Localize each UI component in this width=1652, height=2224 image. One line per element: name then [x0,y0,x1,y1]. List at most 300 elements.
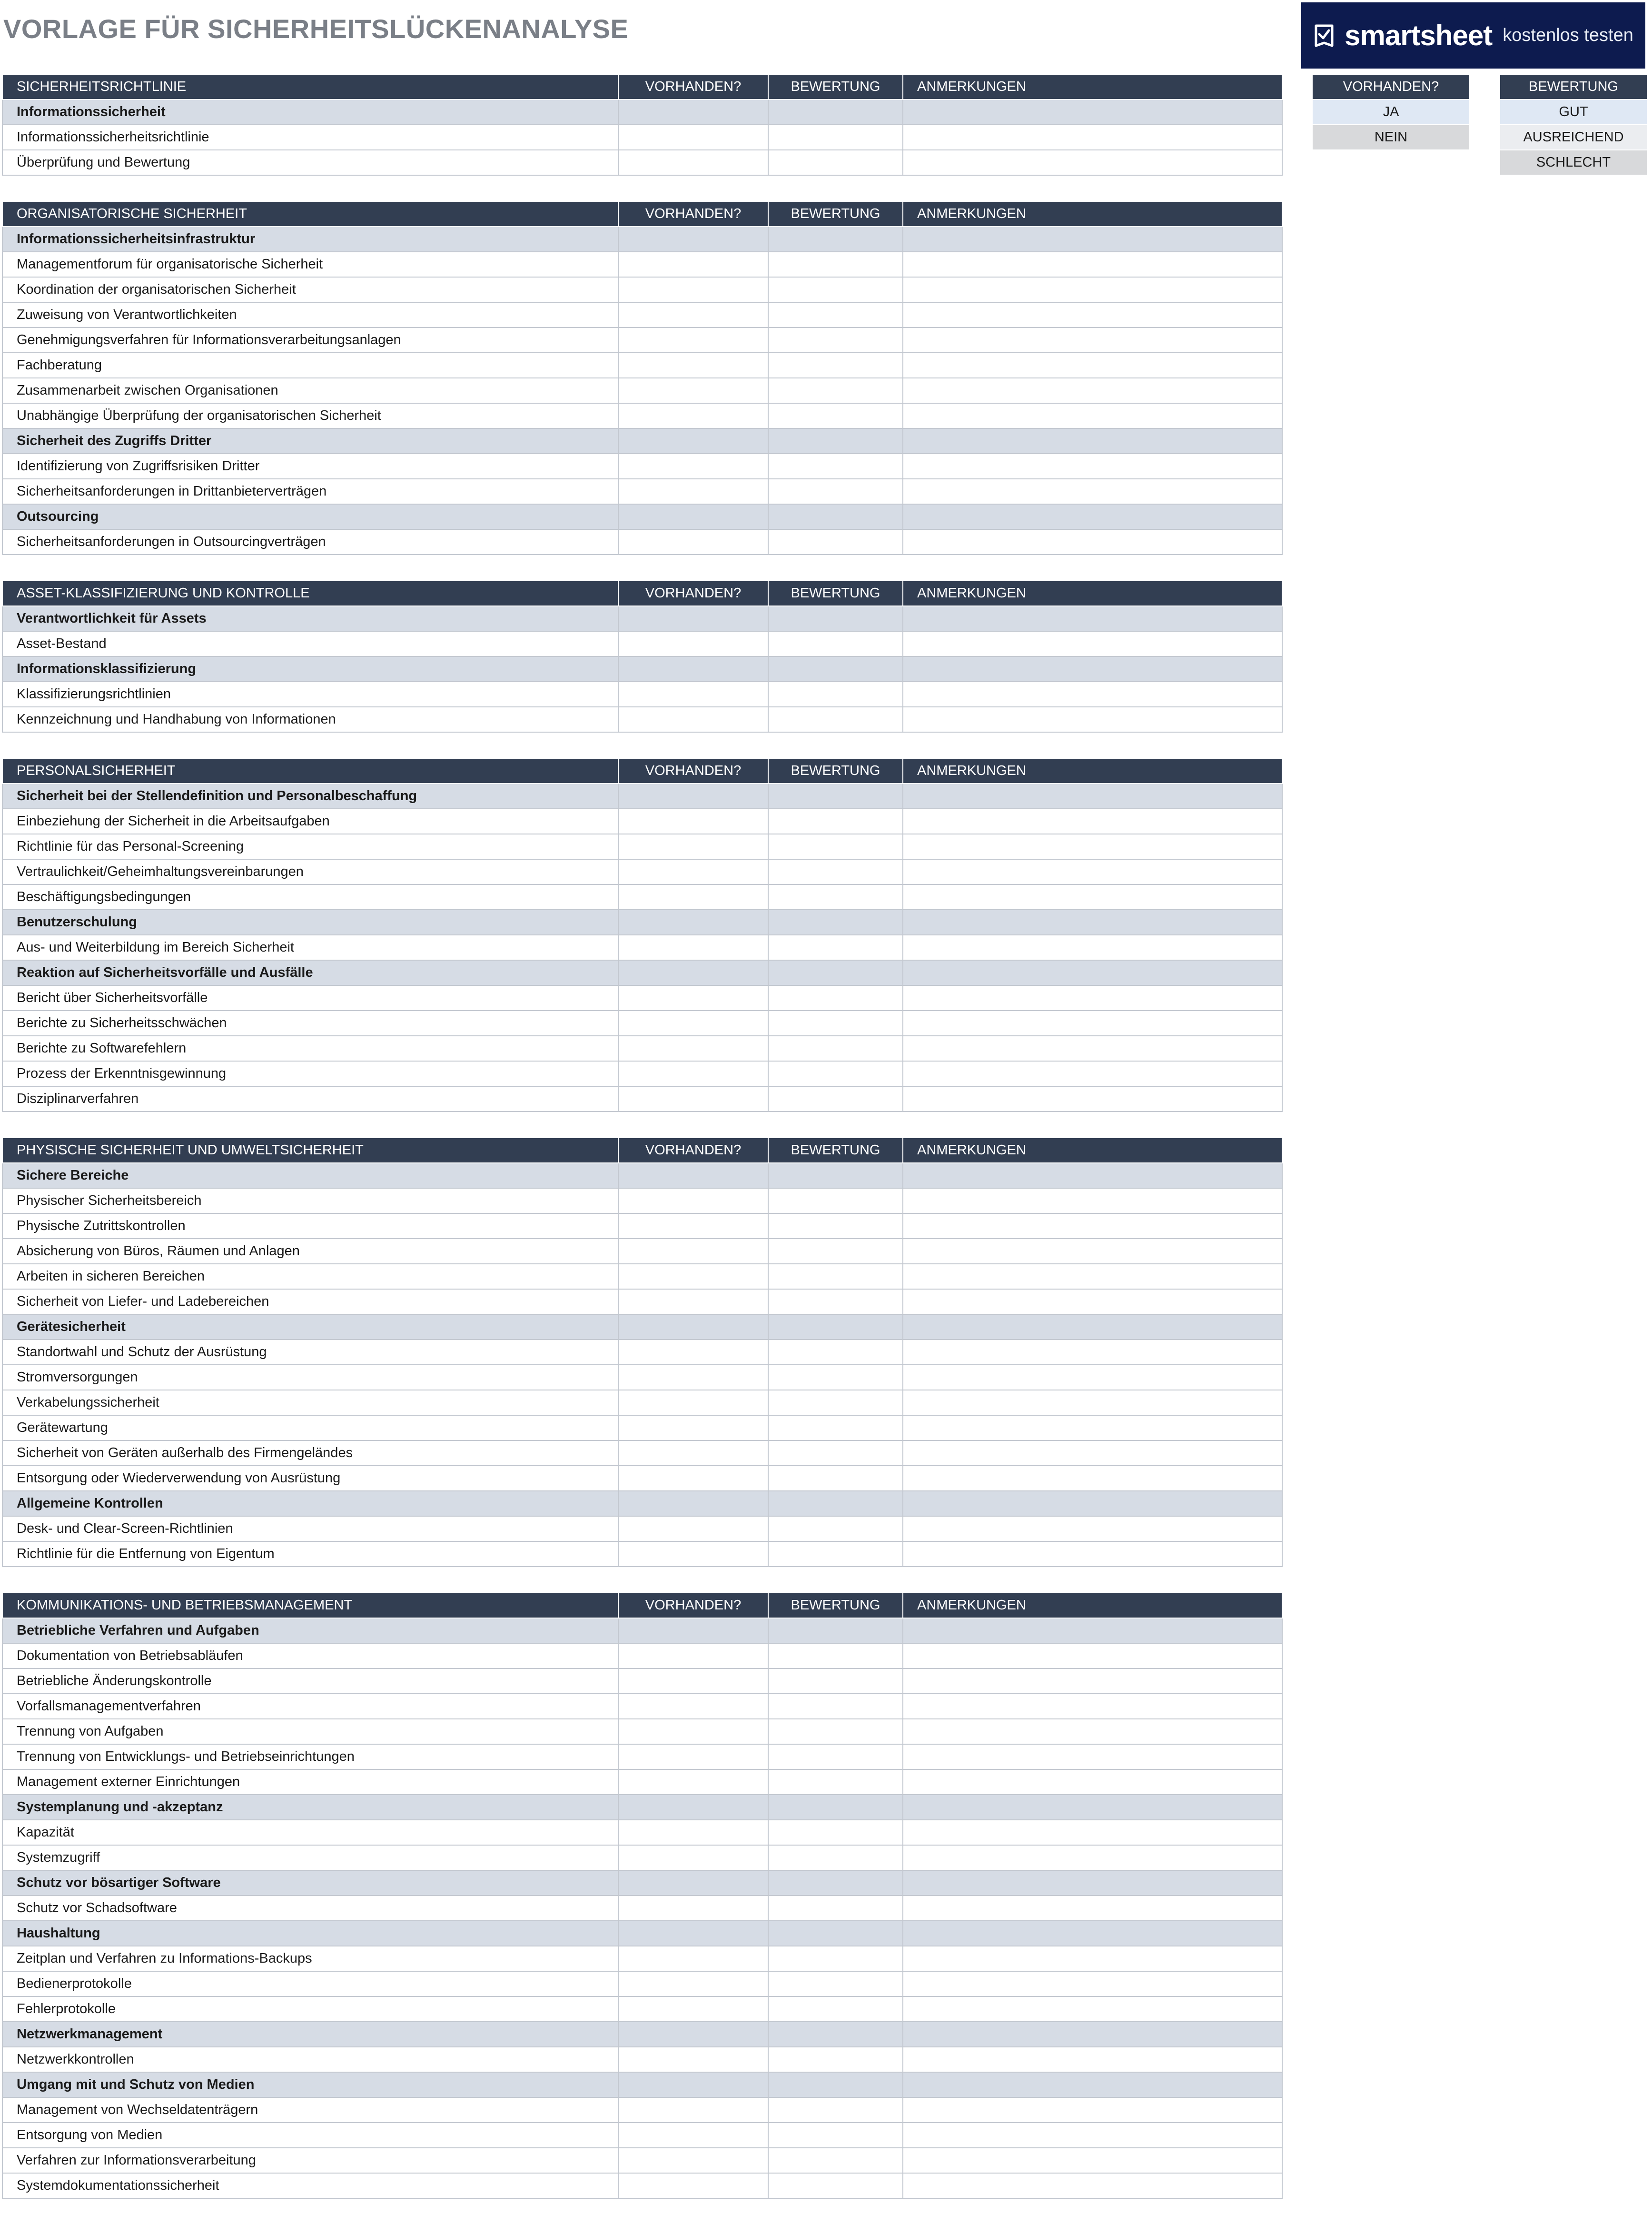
notes-cell[interactable] [903,1086,1282,1112]
rating-cell[interactable] [768,1061,903,1086]
rating-cell[interactable] [768,1239,903,1264]
notes-cell[interactable] [903,682,1282,707]
present-cell[interactable] [618,1036,768,1061]
present-cell[interactable] [618,834,768,859]
present-cell[interactable] [618,504,768,529]
checklist-row [2,529,1282,555]
present-cell[interactable] [618,1744,768,1769]
notes-cell[interactable] [903,859,1282,884]
rating-cell[interactable] [768,1086,903,1112]
section-title: ORGANISATORISCHE SICHERHEIT [2,201,618,227]
notes-cell[interactable] [903,606,1282,631]
present-cell[interactable] [618,1795,768,1820]
notes-cell[interactable] [903,1516,1282,1541]
checklist-row [2,150,1282,175]
rating-cell[interactable] [768,1466,903,1491]
notes-cell[interactable] [903,1694,1282,1719]
present-cell[interactable] [618,1769,768,1795]
notes-cell[interactable] [903,1668,1282,1694]
present-cell[interactable] [618,1086,768,1112]
checklist-row [2,1239,1282,1264]
present-cell[interactable] [618,2022,768,2047]
checklist-row [2,1264,1282,1289]
checklist-row [2,2148,1282,2173]
brand-name: smartsheet [1345,20,1493,51]
rating-cell[interactable] [768,1820,903,1845]
checklist-row [2,1719,1282,1744]
present-cell[interactable] [618,1289,768,1314]
present-cell[interactable] [618,1870,768,1896]
notes-cell[interactable] [903,1365,1282,1390]
subsection-row [2,1795,1282,1820]
present-cell[interactable] [618,378,768,403]
present-cell[interactable] [618,1946,768,1971]
rating-cell[interactable] [768,1769,903,1795]
rating-cell[interactable] [768,960,903,985]
rating-cell[interactable] [768,529,903,555]
present-cell[interactable] [618,1618,768,1643]
notes-cell[interactable] [903,1415,1282,1440]
subsection-label: Reaktion auf Sicherheitsvorfälle und Ausfälle [2,960,618,985]
rating-cell[interactable] [768,1996,903,2022]
notes-cell[interactable] [903,960,1282,985]
present-cell[interactable] [618,631,768,656]
present-cell[interactable] [618,150,768,175]
rating-cell[interactable] [768,403,903,428]
present-cell[interactable] [618,1264,768,1289]
item-label: Identifizierung von Zugriffsrisiken Dritter [2,454,618,479]
section-title: PERSONALSICHERHEIT [2,758,618,784]
present-cell[interactable] [618,302,768,328]
checklist-row [2,1440,1282,1466]
present-cell[interactable] [618,252,768,277]
notes-cell[interactable] [903,1314,1282,1340]
present-cell[interactable] [618,960,768,985]
notes-cell[interactable] [903,328,1282,353]
subsection-row [2,1314,1282,1340]
present-cell[interactable] [618,125,768,150]
present-cell[interactable] [618,1921,768,1946]
present-cell[interactable] [618,403,768,428]
section-table [2,580,1283,733]
notes-cell[interactable] [903,1896,1282,1921]
rating-cell[interactable] [768,985,903,1011]
present-cell[interactable] [618,935,768,960]
present-cell[interactable] [618,1415,768,1440]
present-cell[interactable] [618,682,768,707]
notes-cell[interactable] [903,1643,1282,1668]
present-cell[interactable] [618,1694,768,1719]
present-cell[interactable] [618,1390,768,1415]
rating-cell[interactable] [768,353,903,378]
notes-cell[interactable] [903,479,1282,504]
rating-cell[interactable] [768,1946,903,1971]
notes-cell[interactable] [903,529,1282,555]
rating-cell[interactable] [768,1011,903,1036]
notes-cell[interactable] [903,227,1282,252]
notes-cell[interactable] [903,1466,1282,1491]
rating-cell[interactable] [768,1668,903,1694]
present-cell[interactable] [618,1466,768,1491]
rating-cell[interactable] [768,935,903,960]
rating-cell[interactable] [768,1340,903,1365]
subsection-label: Betriebliche Verfahren und Aufgaben [2,1618,618,1643]
rating-cell[interactable] [768,1643,903,1668]
rating-cell[interactable] [768,2072,903,2097]
checklist-row [2,985,1282,1011]
subsection-row [2,784,1282,809]
rating-cell[interactable] [768,2047,903,2072]
rating-cell[interactable] [768,479,903,504]
rating-cell[interactable] [768,1213,903,1239]
notes-cell[interactable] [903,1820,1282,1845]
notes-cell[interactable] [903,834,1282,859]
rating-cell[interactable] [768,1896,903,1921]
checklist-row [2,1086,1282,1112]
present-cell[interactable] [618,454,768,479]
notes-cell[interactable] [903,1845,1282,1870]
notes-cell[interactable] [903,1061,1282,1086]
rating-cell[interactable] [768,454,903,479]
notes-cell[interactable] [903,403,1282,428]
checklist-row [2,479,1282,504]
present-cell[interactable] [618,428,768,454]
notes-cell[interactable] [903,910,1282,935]
rating-cell[interactable] [768,1541,903,1567]
notes-cell[interactable] [903,1491,1282,1516]
legend-present-value: JA [1312,99,1470,125]
rating-cell[interactable] [768,1744,903,1769]
section-table [2,201,1283,555]
rating-cell[interactable] [768,378,903,403]
rating-cell[interactable] [768,2022,903,2047]
rating-cell[interactable] [768,2148,903,2173]
subsection-label: Benutzerschulung [2,910,618,935]
present-cell[interactable] [618,656,768,682]
brand-cta: kostenlos testen [1503,25,1633,45]
item-label: Systemzugriff [2,1845,618,1870]
subsection-label: Schutz vor bösartiger Software [2,1870,618,1896]
notes-cell[interactable] [903,378,1282,403]
rating-cell[interactable] [768,1870,903,1896]
notes-cell[interactable] [903,985,1282,1011]
notes-cell[interactable] [903,353,1282,378]
notes-cell[interactable] [903,935,1282,960]
present-cell[interactable] [618,2072,768,2097]
rating-cell[interactable] [768,1845,903,1870]
subsection-row [2,1491,1282,1516]
notes-cell[interactable] [903,1440,1282,1466]
rating-cell[interactable] [768,1036,903,1061]
item-label: Physischer Sicherheitsbereich [2,1188,618,1213]
rating-cell[interactable] [768,1365,903,1390]
present-cell[interactable] [618,1820,768,1845]
checklist-row [2,1390,1282,1415]
legend-rating-value: AUSREICHEND [1500,125,1647,150]
sections-container [2,74,1282,2224]
present-cell[interactable] [618,2097,768,2123]
present-cell[interactable] [618,99,768,125]
notes-cell[interactable] [903,125,1282,150]
legend-rating-table [1499,74,1648,176]
subsection-label: Haushaltung [2,1921,618,1946]
item-label: Sicherheitsanforderungen in Outsourcingverträgen [2,529,618,555]
notes-cell[interactable] [903,631,1282,656]
checklist-row [2,1971,1282,1996]
present-cell[interactable] [618,1365,768,1390]
present-cell[interactable] [618,1643,768,1668]
notes-cell[interactable] [903,1744,1282,1769]
notes-cell[interactable] [903,150,1282,175]
present-cell[interactable] [618,1061,768,1086]
subsection-row [2,1163,1282,1188]
notes-cell[interactable] [903,428,1282,454]
notes-cell[interactable] [903,1719,1282,1744]
present-cell[interactable] [618,884,768,910]
rating-cell[interactable] [768,1314,903,1340]
rating-cell[interactable] [768,859,903,884]
present-cell[interactable] [618,910,768,935]
checklist-row [2,353,1282,378]
present-cell[interactable] [618,1440,768,1466]
section-table [2,758,1283,1112]
present-cell[interactable] [618,1340,768,1365]
item-label: Einbeziehung der Sicherheit in die Arbeitsaufgaben [2,809,618,834]
rating-cell[interactable] [768,504,903,529]
rating-cell[interactable] [768,1415,903,1440]
subsection-row [2,1870,1282,1896]
notes-cell[interactable] [903,2022,1282,2047]
present-cell[interactable] [618,1541,768,1567]
rating-cell[interactable] [768,707,903,732]
rating-cell[interactable] [768,328,903,353]
rating-cell[interactable] [768,252,903,277]
rating-cell[interactable] [768,277,903,302]
notes-cell[interactable] [903,1996,1282,2022]
checklist-row [2,1820,1282,1845]
notes-cell[interactable] [903,1946,1282,1971]
rating-cell[interactable] [768,99,903,125]
rating-cell[interactable] [768,1390,903,1415]
present-cell[interactable] [618,606,768,631]
checklist-row [2,1946,1282,1971]
present-cell[interactable] [618,1163,768,1188]
checklist-row [2,1061,1282,1086]
notes-cell[interactable] [903,1188,1282,1213]
item-label: Management externer Einrichtungen [2,1769,618,1795]
present-cell[interactable] [618,1516,768,1541]
present-cell[interactable] [618,1188,768,1213]
notes-cell[interactable] [903,454,1282,479]
col-header-present: VORHANDEN? [618,581,768,606]
rating-cell[interactable] [768,1516,903,1541]
present-cell[interactable] [618,1491,768,1516]
present-cell[interactable] [618,1668,768,1694]
present-cell[interactable] [618,1011,768,1036]
rating-cell[interactable] [768,784,903,809]
subsection-label: Gerätesicherheit [2,1314,618,1340]
notes-cell[interactable] [903,1769,1282,1795]
notes-cell[interactable] [903,504,1282,529]
present-cell[interactable] [618,1239,768,1264]
rating-cell[interactable] [768,834,903,859]
checklist-row [2,252,1282,277]
notes-cell[interactable] [903,2148,1282,2173]
notes-cell[interactable] [903,1213,1282,1239]
present-cell[interactable] [618,2173,768,2198]
rating-cell[interactable] [768,1264,903,1289]
notes-cell[interactable] [903,1870,1282,1896]
subsection-label: Umgang mit und Schutz von Medien [2,2072,618,2097]
legend-rating-header: BEWERTUNG [1500,74,1647,99]
checklist-row [2,1289,1282,1314]
present-cell[interactable] [618,227,768,252]
present-cell[interactable] [618,1213,768,1239]
notes-cell[interactable] [903,1239,1282,1264]
item-label: Verkabelungssicherheit [2,1390,618,1415]
rating-cell[interactable] [768,1719,903,1744]
present-cell[interactable] [618,479,768,504]
present-cell[interactable] [618,1314,768,1340]
section-table [2,1137,1283,1567]
rating-cell[interactable] [768,2173,903,2198]
col-header-rating: BEWERTUNG [768,201,903,227]
notes-cell[interactable] [903,2047,1282,2072]
subsection-row [2,656,1282,682]
present-cell[interactable] [618,859,768,884]
rating-cell[interactable] [768,302,903,328]
present-cell[interactable] [618,1896,768,1921]
rating-cell[interactable] [768,1289,903,1314]
item-label: Vorfallsmanagementverfahren [2,1694,618,1719]
col-header-present: VORHANDEN? [618,74,768,99]
notes-cell[interactable] [903,809,1282,834]
present-cell[interactable] [618,809,768,834]
checklist-row [2,1694,1282,1719]
checklist-row [2,834,1282,859]
notes-cell[interactable] [903,1163,1282,1188]
checklist-row [2,1541,1282,1567]
checklist-row [2,707,1282,732]
rating-cell[interactable] [768,606,903,631]
subsection-label: Sicherheit bei der Stellendefinition und Personalbeschaffung [2,784,618,809]
present-cell[interactable] [618,784,768,809]
notes-cell[interactable] [903,252,1282,277]
checklist-row [2,1011,1282,1036]
present-cell[interactable] [618,1996,768,2022]
rating-cell[interactable] [768,631,903,656]
rating-cell[interactable] [768,1491,903,1516]
rating-cell[interactable] [768,1971,903,1996]
present-cell[interactable] [618,328,768,353]
rating-cell[interactable] [768,1618,903,1643]
rating-cell[interactable] [768,682,903,707]
subsection-row [2,960,1282,985]
notes-cell[interactable] [903,1541,1282,1567]
present-cell[interactable] [618,529,768,555]
present-cell[interactable] [618,353,768,378]
notes-cell[interactable] [903,1011,1282,1036]
notes-cell[interactable] [903,1921,1282,1946]
notes-cell[interactable] [903,2173,1282,2198]
checklist-row [2,378,1282,403]
item-label: Berichte zu Sicherheitsschwächen [2,1011,618,1036]
rating-cell[interactable] [768,2097,903,2123]
item-label: Kapazität [2,1820,618,1845]
notes-cell[interactable] [903,1036,1282,1061]
rating-cell[interactable] [768,150,903,175]
notes-cell[interactable] [903,2097,1282,2123]
rating-cell[interactable] [768,910,903,935]
rating-cell[interactable] [768,1921,903,1946]
rating-cell[interactable] [768,1188,903,1213]
checklist-row [2,1845,1282,1870]
rating-cell[interactable] [768,2123,903,2148]
present-cell[interactable] [618,2047,768,2072]
present-cell[interactable] [618,1971,768,1996]
present-cell[interactable] [618,2123,768,2148]
rating-cell[interactable] [768,125,903,150]
rating-cell[interactable] [768,1163,903,1188]
notes-cell[interactable] [903,1971,1282,1996]
notes-cell[interactable] [903,1390,1282,1415]
notes-cell[interactable] [903,99,1282,125]
notes-cell[interactable] [903,1340,1282,1365]
notes-cell[interactable] [903,1795,1282,1820]
notes-cell[interactable] [903,1289,1282,1314]
present-cell[interactable] [618,707,768,732]
subsection-label: Outsourcing [2,504,618,529]
notes-cell[interactable] [903,656,1282,682]
notes-cell[interactable] [903,1618,1282,1643]
notes-cell[interactable] [903,707,1282,732]
checklist-row [2,682,1282,707]
rating-cell[interactable] [768,884,903,910]
rating-cell[interactable] [768,1694,903,1719]
rating-cell[interactable] [768,428,903,454]
notes-cell[interactable] [903,2123,1282,2148]
present-cell[interactable] [618,985,768,1011]
col-header-present: VORHANDEN? [618,758,768,784]
col-header-notes: ANMERKUNGEN [903,74,1282,99]
notes-cell[interactable] [903,277,1282,302]
checklist-row [2,935,1282,960]
present-cell[interactable] [618,1719,768,1744]
rating-cell[interactable] [768,227,903,252]
item-label: Unabhängige Überprüfung der organisatorischen Sicherheit [2,403,618,428]
notes-cell[interactable] [903,784,1282,809]
notes-cell[interactable] [903,884,1282,910]
present-cell[interactable] [618,277,768,302]
item-label: Beschäftigungsbedingungen [2,884,618,910]
notes-cell[interactable] [903,1264,1282,1289]
rating-cell[interactable] [768,809,903,834]
col-header-rating: BEWERTUNG [768,74,903,99]
item-label: Bericht über Sicherheitsvorfälle [2,985,618,1011]
smartsheet-trial-banner[interactable] [1301,2,1645,69]
rating-cell[interactable] [768,656,903,682]
rating-cell[interactable] [768,1795,903,1820]
item-label: Trennung von Entwicklungs- und Betriebseinrichtungen [2,1744,618,1769]
rating-cell[interactable] [768,1440,903,1466]
checklist-row [2,1896,1282,1921]
present-cell[interactable] [618,1845,768,1870]
present-cell[interactable] [618,2148,768,2173]
notes-cell[interactable] [903,2072,1282,2097]
notes-cell[interactable] [903,302,1282,328]
smartsheet-check-icon [1313,24,1335,48]
item-label: Kennzeichnung und Handhabung von Informationen [2,707,618,732]
